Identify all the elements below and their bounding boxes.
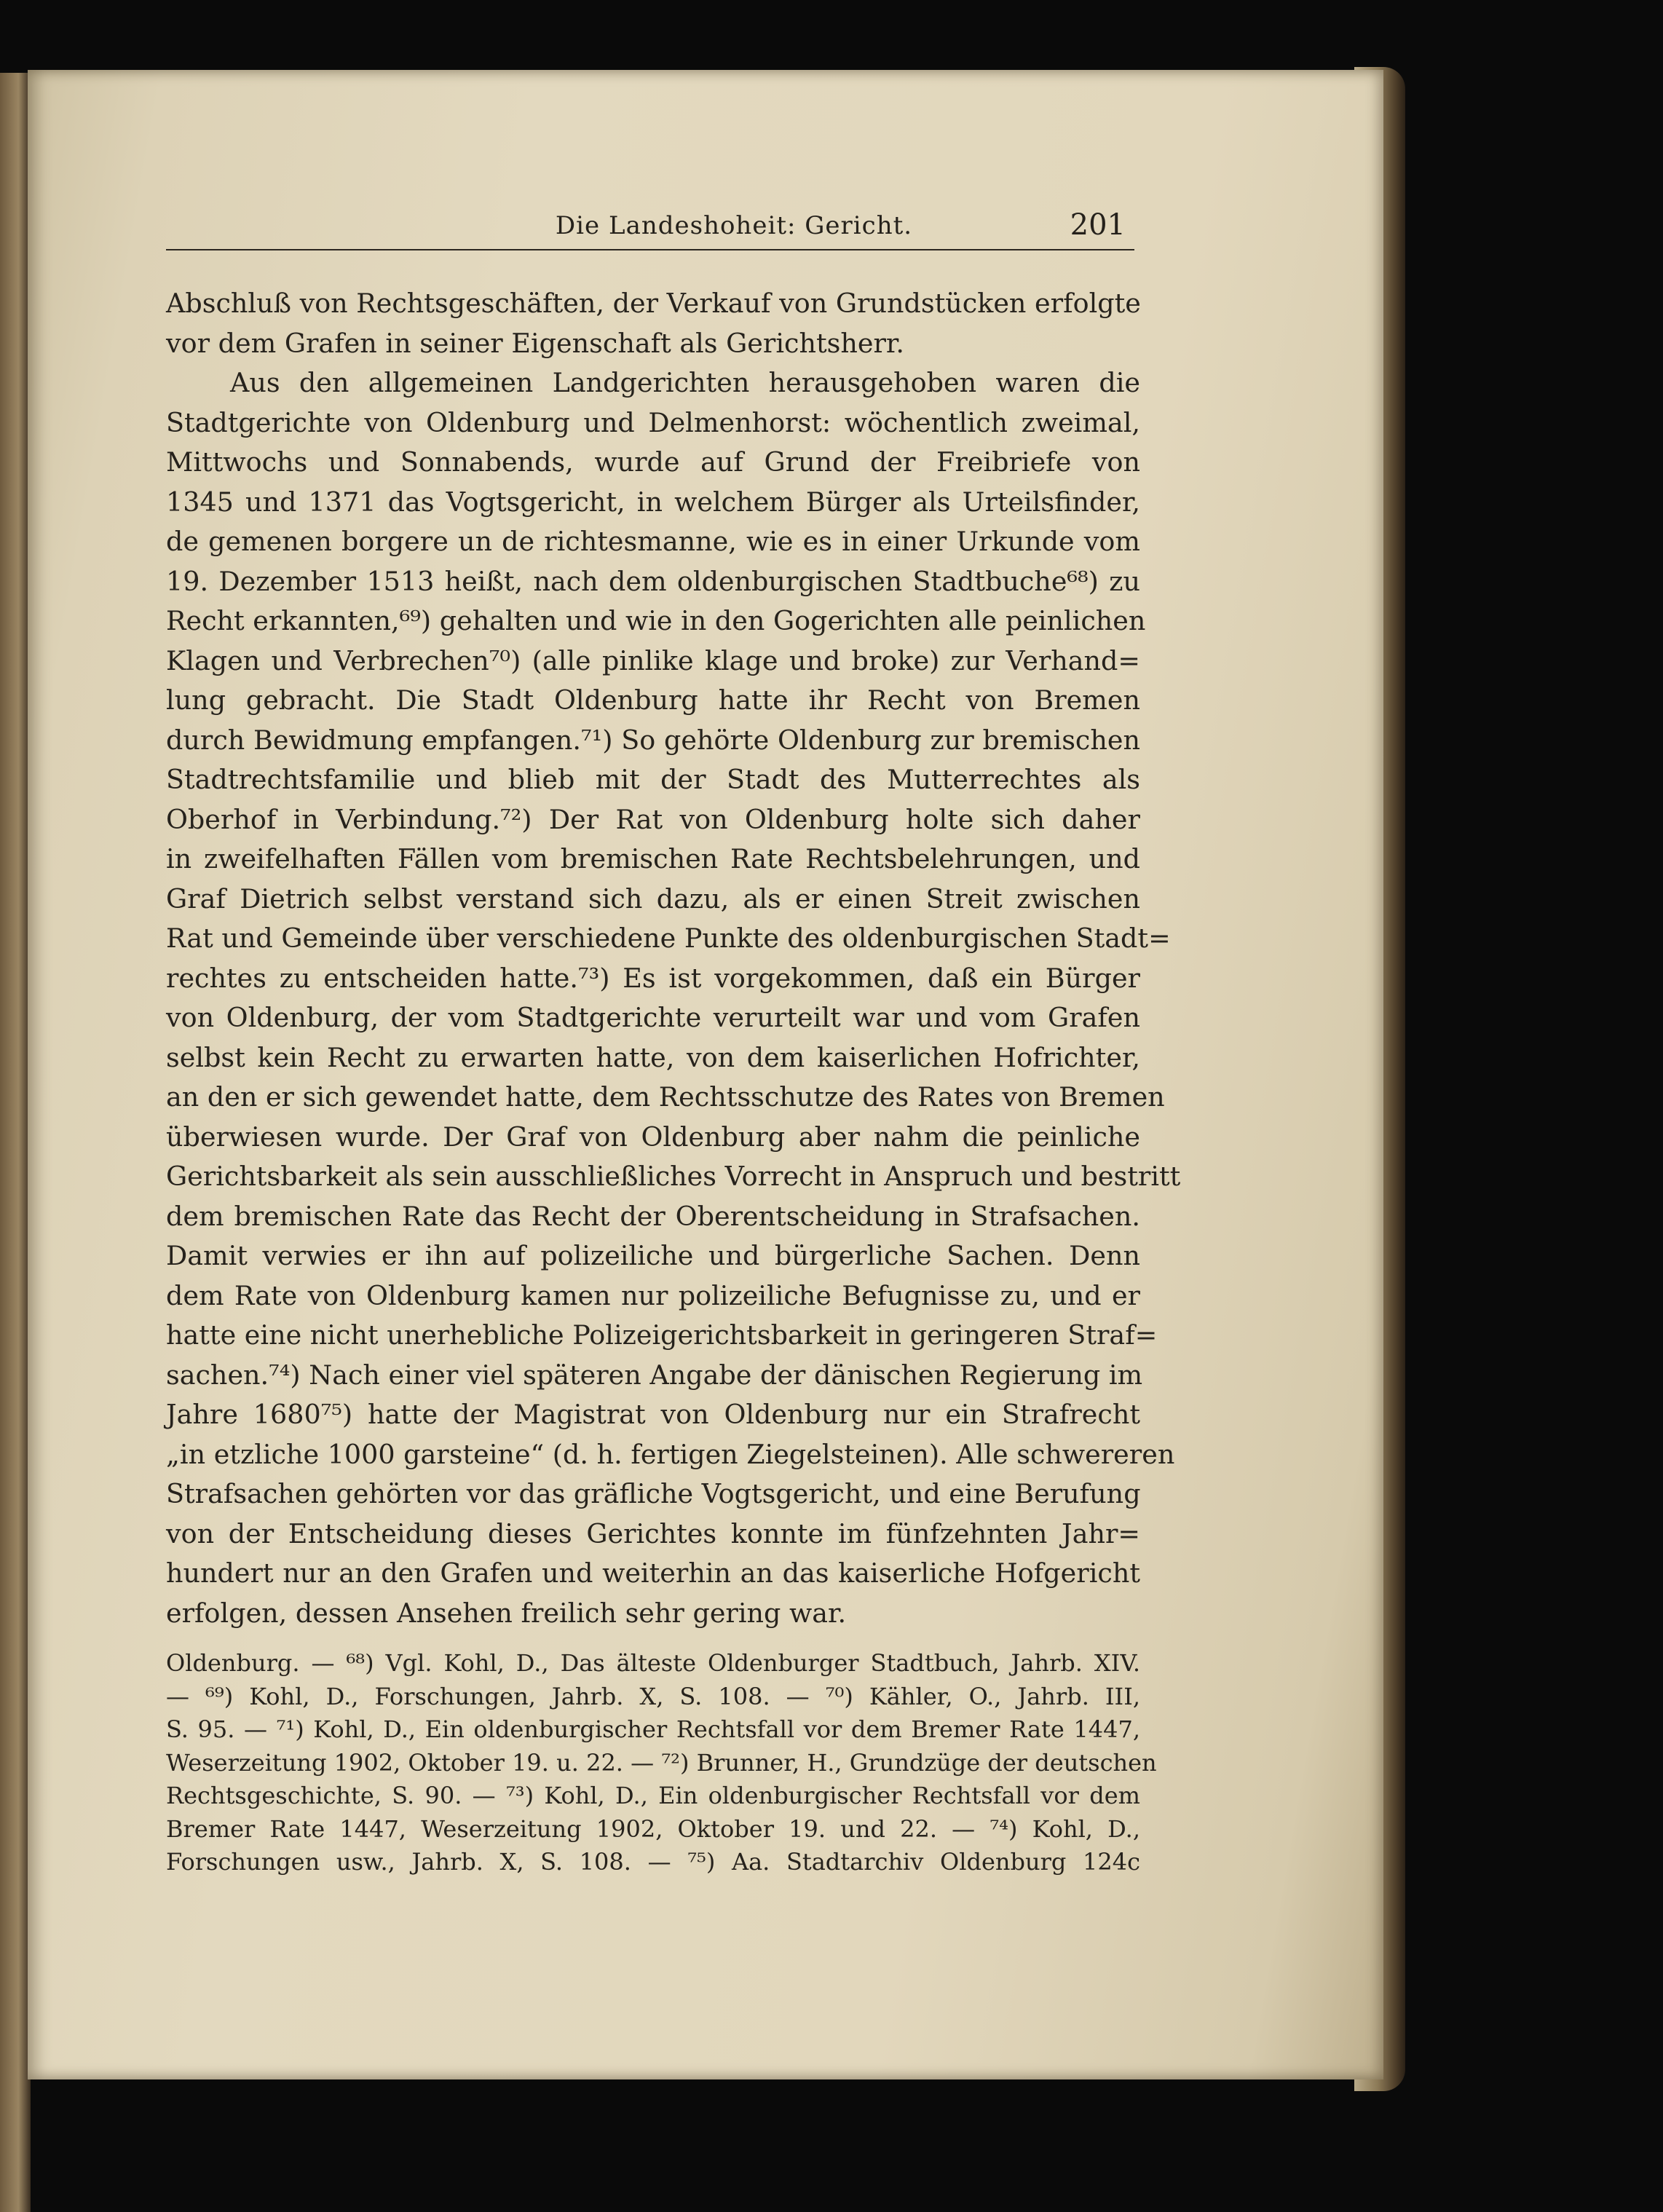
text-line: vor dem Grafen in seiner Eigenschaft als Gerichtsherr. <box>166 327 904 359</box>
text-line: durch Bewidmung empfangen.⁷¹) So gehörte Oldenburg zur bremischen <box>166 724 1140 756</box>
text-line: überwiesen wurde. Der Graf von Oldenburg aber nahm die peinliche <box>166 1121 1140 1153</box>
text-line: Aus den allgemeinen Landgerichten herausgehoben waren die <box>230 367 1140 398</box>
text-line: Stadtrechtsfamilie und blieb mit der Stadt des Mutterrechtes als <box>166 764 1140 795</box>
text-line: erfolgen, dessen Ansehen freilich sehr gering war. <box>166 1597 847 1629</box>
text-line: Recht erkannten,⁶⁹) gehalten und wie in den Gogerichten alle peinlichen <box>166 605 1146 636</box>
text-line: hundert nur an den Grafen und weiterhin an das kaiserliche Hofgericht <box>166 1557 1140 1589</box>
text-line: dem Rate von Oldenburg kamen nur polizeiliche Befugnisse zu, und er <box>166 1279 1140 1311</box>
page-header <box>166 208 1134 250</box>
text-line: an den er sich gewendet hatte, dem Rechtsschutze des Rates von Bremen <box>166 1081 1165 1113</box>
text-line: Rat und Gemeinde über verschiedene Punkte des oldenburgischen Stadt= <box>166 923 1171 954</box>
text-line: Damit verwies er ihn auf polizeiliche und bürgerliche Sachen. Denn <box>166 1240 1140 1271</box>
text-line: Graf Dietrich selbst verstand sich dazu, als er einen Streit zwischen <box>166 882 1140 915</box>
running-head: Die Landeshoheit: Gericht. <box>555 211 913 240</box>
text-line: Oberhof in Verbindung.⁷²) Der Rat von Oldenburg holte sich daher <box>166 803 1140 835</box>
footnote-line: Forschungen usw., Jahrb. X, S. 108. — ⁷⁵) Aa. Stadtarchiv Oldenburg 124c <box>166 1848 1140 1876</box>
left-page-edge <box>0 73 31 2212</box>
text-line: Abschluß von Rechtsgeschäften, der Verkauf von Grundstücken erfolgte <box>166 288 1141 319</box>
footnote-line: S. 95. — ⁷¹) Kohl, D., Ein oldenburgischer Rechtsfall vor dem Bremer Rate 1447, <box>166 1715 1140 1743</box>
footnote-line: — ⁶⁹) Kohl, D., Forschungen, Jahrb. X, S. 108. — ⁷⁰) Kähler, O., Jahrb. III, <box>166 1682 1140 1710</box>
footnote-line: Bremer Rate 1447, Weserzeitung 1902, Oktober 19. und 22. — ⁷⁴) Kohl, D., <box>166 1814 1140 1843</box>
text-line: von der Entscheidung dieses Gerichtes konnte im fünfzehnten Jahr= <box>166 1517 1140 1549</box>
text-line: „in etzliche 1000 garsteine“ (d. h. fertigen Ziegelsteinen). Alle schwereren <box>166 1438 1175 1470</box>
text-line: 19. Dezember 1513 heißt, nach dem oldenburgischen Stadtbuche⁶⁸) zu <box>166 565 1140 597</box>
text-line: Mittwochs und Sonnabends, wurde auf Grund der Freibriefe von <box>166 446 1140 478</box>
text-line: hatte eine nicht unerhebliche Polizeigerichtsbarkeit in geringeren Straf= <box>166 1319 1158 1351</box>
text-line: selbst kein Recht zu erwarten hatte, von dem kaiserlichen Hofrichter, <box>166 1041 1140 1073</box>
text-line: Stadtgerichte von Oldenburg und Delmenhorst: wöchentlich zweimal, <box>166 406 1140 438</box>
text-line: Jahre 1680⁷⁵) hatte der Magistrat von Oldenburg nur ein Strafrecht <box>166 1399 1140 1430</box>
footnote-line: Oldenburg. — ⁶⁸) Vgl. Kohl, D., Das älteste Oldenburger Stadtbuch, Jahrb. XIV. <box>166 1649 1140 1677</box>
footnote-line: Weserzeitung 1902, Oktober 19. u. 22. — ⁷²) Brunner, H., Grundzüge der deutschen <box>166 1748 1157 1777</box>
text-line: 1345 und 1371 das Vogtsgericht, in welchem Bürger als Urteilsfinder, <box>166 486 1140 518</box>
text-line: sachen.⁷⁴) Nach einer viel späteren Angabe der dänischen Regierung im <box>166 1359 1143 1391</box>
page-number: 201 <box>1070 208 1126 242</box>
text-line: dem bremischen Rate das Recht der Oberentscheidung in Strafsachen. <box>166 1200 1140 1232</box>
text-line: von Oldenburg, der vom Stadtgerichte verurteilt war und vom Grafen <box>166 1002 1140 1033</box>
text-line: rechtes zu entscheiden hatte.⁷³) Es ist vorgekommen, daß ein Bürger <box>166 962 1140 994</box>
text-line: de gemenen borgere un de richtesmanne, wie es in einer Urkunde vom <box>166 526 1140 557</box>
text-line: Strafsachen gehörten vor das gräfliche Vogtsgericht, und eine Berufung <box>166 1478 1141 1509</box>
main-text <box>166 284 1181 1633</box>
text-line: Klagen und Verbrechen⁷⁰) (alle pinlike klage und broke) zur Verhand= <box>166 644 1140 676</box>
text-line: Gerichtsbarkeit als sein ausschließliches Vorrecht in Anspruch und bestritt <box>166 1161 1181 1192</box>
text-line: lung gebracht. Die Stadt Oldenburg hatte ihr Recht von Bremen <box>166 684 1140 716</box>
footnotes <box>166 1647 1157 1879</box>
footnote-line: Rechtsgeschichte, S. 90. — ⁷³) Kohl, D., Ein oldenburgischer Rechtsfall vor dem <box>166 1782 1140 1809</box>
text-line: in zweifelhaften Fällen vom bremischen Rate Rechtsbelehrungen, und <box>166 843 1140 874</box>
